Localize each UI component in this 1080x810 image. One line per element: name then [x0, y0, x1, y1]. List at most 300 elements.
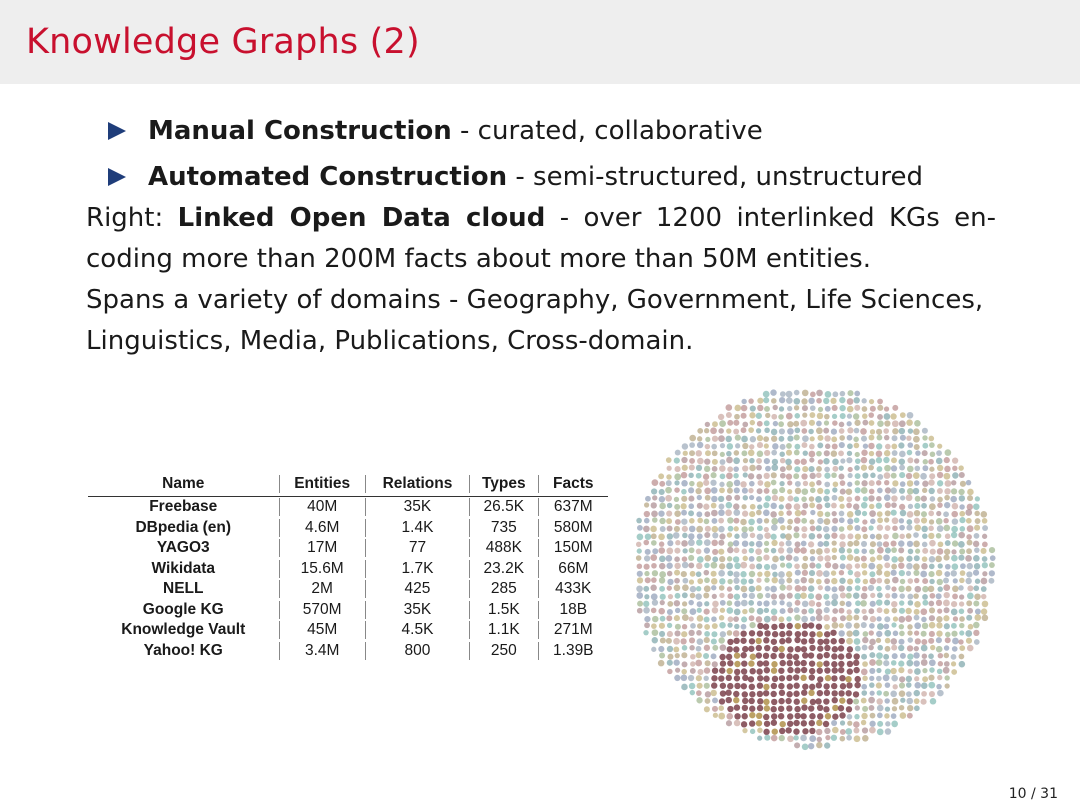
cloud-node — [681, 684, 688, 691]
cloud-node — [734, 624, 739, 629]
cloud-node — [816, 451, 822, 457]
cloud-node — [802, 533, 807, 538]
cloud-node — [786, 602, 792, 608]
cloud-node — [876, 534, 882, 540]
cloud-node — [960, 481, 966, 487]
cloud-node — [757, 691, 763, 697]
cloud-node — [862, 472, 868, 478]
cloud-node — [786, 571, 792, 577]
cloud-node — [779, 481, 784, 486]
cloud-node — [943, 600, 950, 607]
cloud-node — [877, 592, 883, 598]
cloud-node — [710, 480, 716, 486]
cloud-node — [938, 541, 944, 547]
cloud-node — [816, 720, 822, 726]
cell-relations: 1.7K — [365, 560, 469, 578]
cloud-node — [741, 526, 747, 532]
cloud-node — [936, 622, 942, 628]
cloud-node — [690, 690, 695, 695]
cloud-node — [914, 698, 920, 704]
cloud-node — [840, 555, 846, 561]
cloud-node — [802, 503, 808, 509]
cloud-node — [855, 534, 861, 540]
cloud-node — [742, 691, 748, 697]
cloud-node — [734, 534, 739, 539]
cloud-node — [651, 623, 657, 629]
cloud-node — [928, 682, 935, 689]
cloud-node — [847, 661, 853, 667]
cloud-node — [892, 525, 898, 531]
cloud-node — [757, 682, 763, 688]
cloud-node — [742, 593, 747, 598]
cloud-node — [846, 601, 852, 607]
cloud-node — [734, 608, 741, 615]
cloud-node — [741, 436, 748, 443]
cloud-node — [877, 488, 883, 494]
cloud-node — [907, 466, 914, 473]
cloud-node — [877, 414, 883, 420]
cloud-node — [908, 600, 914, 606]
cloud-node — [772, 631, 778, 637]
cloud-node — [711, 503, 717, 509]
cloud-node — [778, 547, 784, 553]
cloud-node — [981, 608, 987, 614]
cloud-node — [749, 706, 755, 712]
cloud-node — [944, 549, 950, 555]
cloud-node — [936, 458, 943, 465]
cloud-node — [780, 525, 786, 531]
cloud-node — [877, 547, 884, 554]
cloud-node — [710, 427, 717, 434]
cloud-node — [801, 518, 807, 524]
cloud-node — [883, 428, 889, 434]
cloud-node — [666, 555, 673, 562]
cloud-node — [689, 458, 695, 464]
cloud-node — [681, 631, 687, 637]
cloud-node — [906, 556, 912, 562]
cloud-node — [808, 622, 814, 628]
cloud-node — [907, 450, 913, 456]
cloud-node — [854, 735, 861, 742]
cloud-node — [959, 548, 965, 554]
cloud-node — [898, 645, 904, 651]
cloud-node — [824, 548, 830, 554]
cloud-node — [734, 414, 740, 420]
cloud-node — [891, 645, 897, 651]
cloud-node — [973, 630, 979, 636]
cloud-node — [772, 577, 778, 583]
cloud-node — [853, 698, 859, 704]
cloud-node — [718, 496, 724, 502]
cloud-node — [749, 593, 755, 599]
cloud-node — [757, 608, 764, 615]
cloud-node — [832, 727, 839, 734]
cloud-node — [839, 504, 844, 509]
cloud-node — [757, 518, 763, 524]
cloud-node — [772, 572, 778, 578]
cloud-node — [779, 690, 785, 696]
cloud-node — [793, 556, 799, 562]
cloud-node — [832, 466, 838, 472]
cloud-node — [719, 593, 724, 598]
cloud-node — [697, 608, 702, 613]
cloud-node — [922, 488, 927, 493]
cloud-node — [800, 660, 806, 666]
cloud-node — [658, 473, 664, 479]
cloud-node — [696, 465, 702, 471]
cloud-node — [883, 674, 890, 681]
cloud-node — [973, 622, 979, 628]
cloud-node — [704, 601, 709, 606]
cloud-node — [667, 669, 672, 674]
cloud-node — [935, 556, 942, 563]
cloud-node — [651, 593, 658, 600]
cloud-node — [868, 563, 875, 570]
cloud-node — [831, 690, 837, 696]
cloud-node — [793, 654, 799, 660]
cloud-node — [785, 503, 792, 510]
cloud-node — [696, 652, 702, 658]
cloud-node — [682, 645, 688, 651]
cloud-node — [681, 472, 688, 479]
cloud-node — [711, 638, 717, 644]
cloud-node — [914, 586, 921, 593]
cloud-node — [937, 497, 943, 503]
cloud-node — [974, 511, 980, 517]
table-row — [88, 538, 608, 559]
cloud-node — [921, 526, 928, 533]
cloud-node — [847, 554, 854, 561]
cloud-node — [868, 645, 874, 651]
cloud-node — [696, 646, 702, 652]
cloud-node — [885, 487, 891, 493]
cloud-node — [847, 714, 853, 720]
cloud-node — [817, 413, 824, 420]
cloud-node — [651, 533, 657, 539]
cloud-node — [899, 518, 904, 523]
cloud-node — [682, 578, 688, 584]
cloud-node — [756, 645, 762, 651]
cloud-node — [907, 511, 914, 518]
cloud-node — [825, 511, 831, 517]
cloud-node — [726, 457, 733, 464]
cloud-node — [786, 585, 792, 591]
cloud-node — [921, 511, 927, 517]
cloud-node — [778, 668, 784, 674]
cloud-node — [877, 555, 883, 561]
cloud-node — [846, 630, 852, 636]
cloud-node — [757, 705, 763, 711]
cloud-node — [816, 623, 822, 629]
cloud-node — [913, 472, 920, 479]
cloud-node — [755, 585, 761, 591]
cloud-node — [840, 601, 845, 606]
cloud-node — [982, 614, 989, 621]
cloud-node — [658, 660, 665, 667]
cloud-node — [771, 414, 777, 420]
cloud-node — [831, 661, 837, 667]
cloud-node — [748, 579, 753, 584]
cloud-node — [839, 547, 845, 553]
cloud-node — [764, 608, 769, 613]
cloud-node — [832, 540, 837, 545]
cloud-node — [802, 442, 808, 448]
cloud-node — [734, 669, 740, 675]
cloud-node — [877, 405, 883, 411]
paragraph-prefix: Right: — [86, 203, 178, 233]
cloud-node — [817, 639, 823, 645]
cloud-node — [832, 586, 838, 592]
cloud-node — [771, 524, 778, 531]
cloud-node — [764, 450, 770, 456]
cloud-node — [682, 526, 688, 532]
cloud-node — [967, 495, 973, 501]
cloud-node — [870, 429, 875, 434]
cell-entities: 40M — [279, 498, 365, 516]
cloud-node — [863, 615, 868, 620]
cell-name: Google KG — [142, 600, 224, 618]
cloud-node — [778, 713, 784, 719]
cloud-node — [863, 631, 869, 637]
cloud-node — [936, 646, 943, 653]
cell-name: DBpedia (en) — [135, 518, 232, 536]
cloud-node — [726, 481, 733, 488]
cloud-node — [831, 526, 837, 532]
cloud-node — [847, 518, 853, 524]
cloud-node — [726, 720, 732, 726]
cloud-node — [703, 504, 709, 510]
cloud-node — [952, 586, 959, 593]
cloud-node — [824, 414, 830, 420]
cloud-node — [816, 579, 822, 585]
cloud-node — [885, 728, 891, 734]
cloud-node — [832, 593, 839, 600]
cloud-node — [832, 391, 838, 397]
cloud-node — [763, 624, 769, 630]
cloud-node — [832, 563, 838, 569]
cloud-node — [936, 684, 942, 690]
cloud-node — [704, 631, 710, 637]
cloud-node — [711, 675, 717, 681]
cloud-node — [855, 473, 861, 479]
cloud-node — [838, 496, 844, 502]
cloud-node — [749, 691, 755, 697]
cloud-node — [959, 517, 965, 523]
cloud-node — [846, 682, 852, 688]
cloud-node — [771, 639, 777, 645]
table-row — [88, 600, 608, 621]
cloud-node — [832, 495, 838, 501]
cloud-node — [967, 645, 974, 652]
cloud-node — [674, 570, 680, 576]
cloud-node — [921, 659, 928, 666]
cloud-node — [832, 420, 838, 426]
cloud-node — [793, 735, 798, 740]
cloud-node — [705, 437, 710, 442]
cloud-node — [659, 503, 666, 510]
cloud-node — [870, 593, 875, 598]
cloud-node — [840, 489, 846, 495]
cloud-node — [690, 661, 695, 666]
cloud-node — [936, 616, 942, 622]
cloud-node — [770, 389, 776, 395]
cloud-node — [936, 630, 942, 636]
cloud-node — [741, 586, 748, 593]
cloud-node — [801, 616, 808, 623]
cloud-node — [757, 488, 763, 494]
cloud-node — [675, 624, 681, 630]
cloud-node — [959, 609, 965, 615]
cloud-node — [907, 578, 913, 584]
cloud-node — [787, 735, 794, 742]
cloud-node — [637, 601, 643, 607]
cell-entities: 15.6M — [279, 560, 365, 578]
cell-relations: 4.5K — [365, 621, 469, 639]
cloud-node — [823, 638, 829, 644]
cloud-node — [719, 615, 725, 621]
cloud-node — [833, 481, 839, 487]
cloud-node — [726, 473, 733, 480]
cloud-node — [869, 721, 875, 727]
cloud-node — [853, 437, 859, 443]
cloud-node — [741, 532, 748, 539]
cloud-node — [794, 503, 801, 510]
cloud-node — [652, 548, 658, 554]
cloud-node — [718, 414, 724, 420]
cloud-node — [802, 435, 809, 442]
cloud-node — [809, 638, 815, 644]
cloud-node — [883, 457, 889, 463]
cloud-node — [674, 526, 680, 532]
cell-entities: 3.4M — [279, 642, 365, 660]
cloud-node — [847, 482, 852, 487]
cloud-node — [682, 443, 688, 449]
cloud-node — [936, 593, 942, 599]
cloud-node — [884, 608, 890, 614]
cloud-node — [779, 541, 784, 546]
cloud-node — [810, 549, 816, 555]
cloud-node — [869, 682, 875, 688]
cloud-node — [778, 578, 784, 584]
cloud-node — [802, 743, 809, 750]
cloud-node — [794, 579, 799, 584]
cloud-node — [825, 585, 831, 591]
cloud-node — [809, 519, 814, 524]
cloud-node — [802, 631, 808, 637]
cloud-node — [823, 660, 829, 666]
cloud-node — [906, 660, 913, 667]
table-row — [88, 620, 608, 641]
cloud-node — [951, 654, 957, 660]
cloud-node — [854, 525, 860, 531]
cloud-node — [801, 541, 807, 547]
cloud-node — [703, 593, 709, 599]
cloud-node — [696, 630, 702, 636]
cloud-node — [824, 690, 830, 696]
cloud-node — [809, 420, 815, 426]
cloud-node — [697, 601, 703, 607]
cloud-node — [876, 676, 882, 682]
cloud-node — [869, 705, 875, 711]
cloud-node — [817, 442, 823, 448]
cloud-node — [697, 615, 704, 622]
cloud-node — [719, 622, 725, 628]
cloud-node — [660, 600, 665, 605]
table-row — [88, 518, 608, 539]
cloud-node — [674, 510, 681, 517]
cloud-node — [794, 713, 800, 719]
cloud-node — [764, 473, 770, 479]
cloud-node — [899, 624, 904, 629]
cloud-node — [846, 488, 853, 495]
cloud-node — [907, 442, 913, 448]
cloud-node — [847, 390, 853, 396]
cloud-node — [809, 496, 815, 502]
cloud-node — [847, 668, 853, 674]
cloud-node — [928, 526, 933, 531]
cloud-node — [705, 444, 711, 450]
cloud-node — [720, 443, 725, 448]
cloud-node — [885, 585, 890, 590]
cloud-node — [756, 541, 763, 548]
cloud-node — [937, 444, 942, 449]
cloud-node — [988, 578, 994, 584]
cloud-node — [808, 652, 814, 658]
cloud-node — [683, 451, 688, 456]
cloud-node — [808, 608, 814, 614]
cloud-node — [727, 646, 733, 652]
cloud-node — [899, 458, 906, 465]
cloud-node — [877, 690, 882, 695]
cloud-node — [757, 398, 763, 404]
cloud-node — [733, 509, 740, 516]
cloud-node — [870, 557, 876, 563]
cloud-node — [906, 525, 912, 531]
cloud-node — [674, 497, 679, 502]
cloud-node — [855, 676, 861, 682]
cloud-node — [810, 405, 816, 411]
cloud-node — [667, 526, 673, 532]
cloud-node — [815, 496, 822, 503]
cloud-node — [733, 420, 739, 426]
cloud-node — [733, 578, 739, 584]
cloud-node — [938, 661, 943, 666]
cloud-node — [839, 526, 845, 532]
cloud-node — [785, 698, 791, 704]
cloud-node — [891, 457, 897, 463]
cloud-node — [824, 631, 830, 637]
cloud-node — [853, 592, 860, 599]
cloud-node — [786, 443, 792, 449]
cloud-node — [652, 629, 659, 636]
cloud-node — [951, 661, 956, 666]
cloud-node — [719, 533, 725, 539]
table-body — [88, 497, 608, 661]
cloud-node — [727, 706, 733, 712]
cloud-node — [793, 421, 799, 427]
cloud-node — [945, 480, 952, 487]
cloud-node — [810, 556, 815, 561]
cloud-node — [689, 526, 696, 533]
cloud-node — [944, 571, 950, 577]
cell-entities: 4.6M — [279, 519, 365, 537]
cloud-node — [660, 637, 666, 643]
cloud-node — [868, 585, 874, 591]
cloud-node — [861, 548, 867, 554]
cloud-node — [644, 594, 649, 599]
cloud-node — [974, 614, 981, 621]
cloud-node — [913, 593, 919, 599]
